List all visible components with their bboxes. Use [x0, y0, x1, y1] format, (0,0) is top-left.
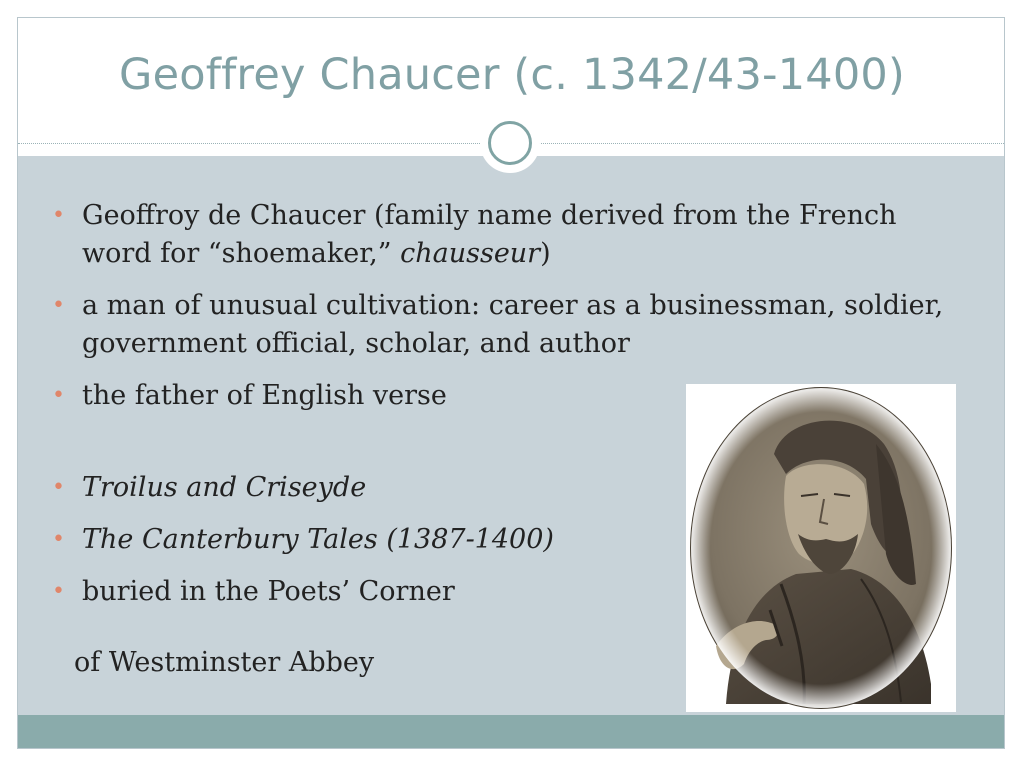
ring-ornament-icon	[480, 113, 540, 173]
footer-band	[18, 715, 1004, 748]
bullet-dot-icon: •	[52, 475, 65, 500]
bullet-dot-icon: •	[52, 383, 65, 408]
slide-title: Geoffrey Chaucer (c. 1342/43-1400)	[119, 50, 905, 100]
chaucer-portrait	[686, 384, 956, 712]
continuation-text: of Westminster Abbey	[74, 647, 375, 678]
bullet-text: the father of English verse	[82, 380, 447, 411]
bullet-dot-icon: •	[52, 527, 65, 552]
list-item	[52, 287, 972, 363]
bullet-text: )	[540, 238, 551, 269]
bullet-dot-icon: •	[52, 293, 65, 318]
bullet-text: a man of unusual cultivation: career as a businessman, soldier, government official, scholar, and author	[82, 290, 944, 359]
bullet-text-italic: The Canterbury Tales (1387-1400)	[82, 524, 554, 555]
bullet-text: Geoffroy de Chaucer (family name derived from the French word for “shoemaker,”	[82, 200, 897, 269]
bullet-dot-icon: •	[52, 579, 65, 604]
bullet-text-italic: chausseur	[400, 238, 541, 269]
bullet-text-italic: Troilus and Criseyde	[82, 472, 367, 503]
bullet-text: buried in the Poets’ Corner	[82, 576, 455, 607]
bullet-dot-icon: •	[52, 203, 65, 228]
list-item	[52, 197, 972, 273]
portrait-image	[686, 384, 956, 712]
